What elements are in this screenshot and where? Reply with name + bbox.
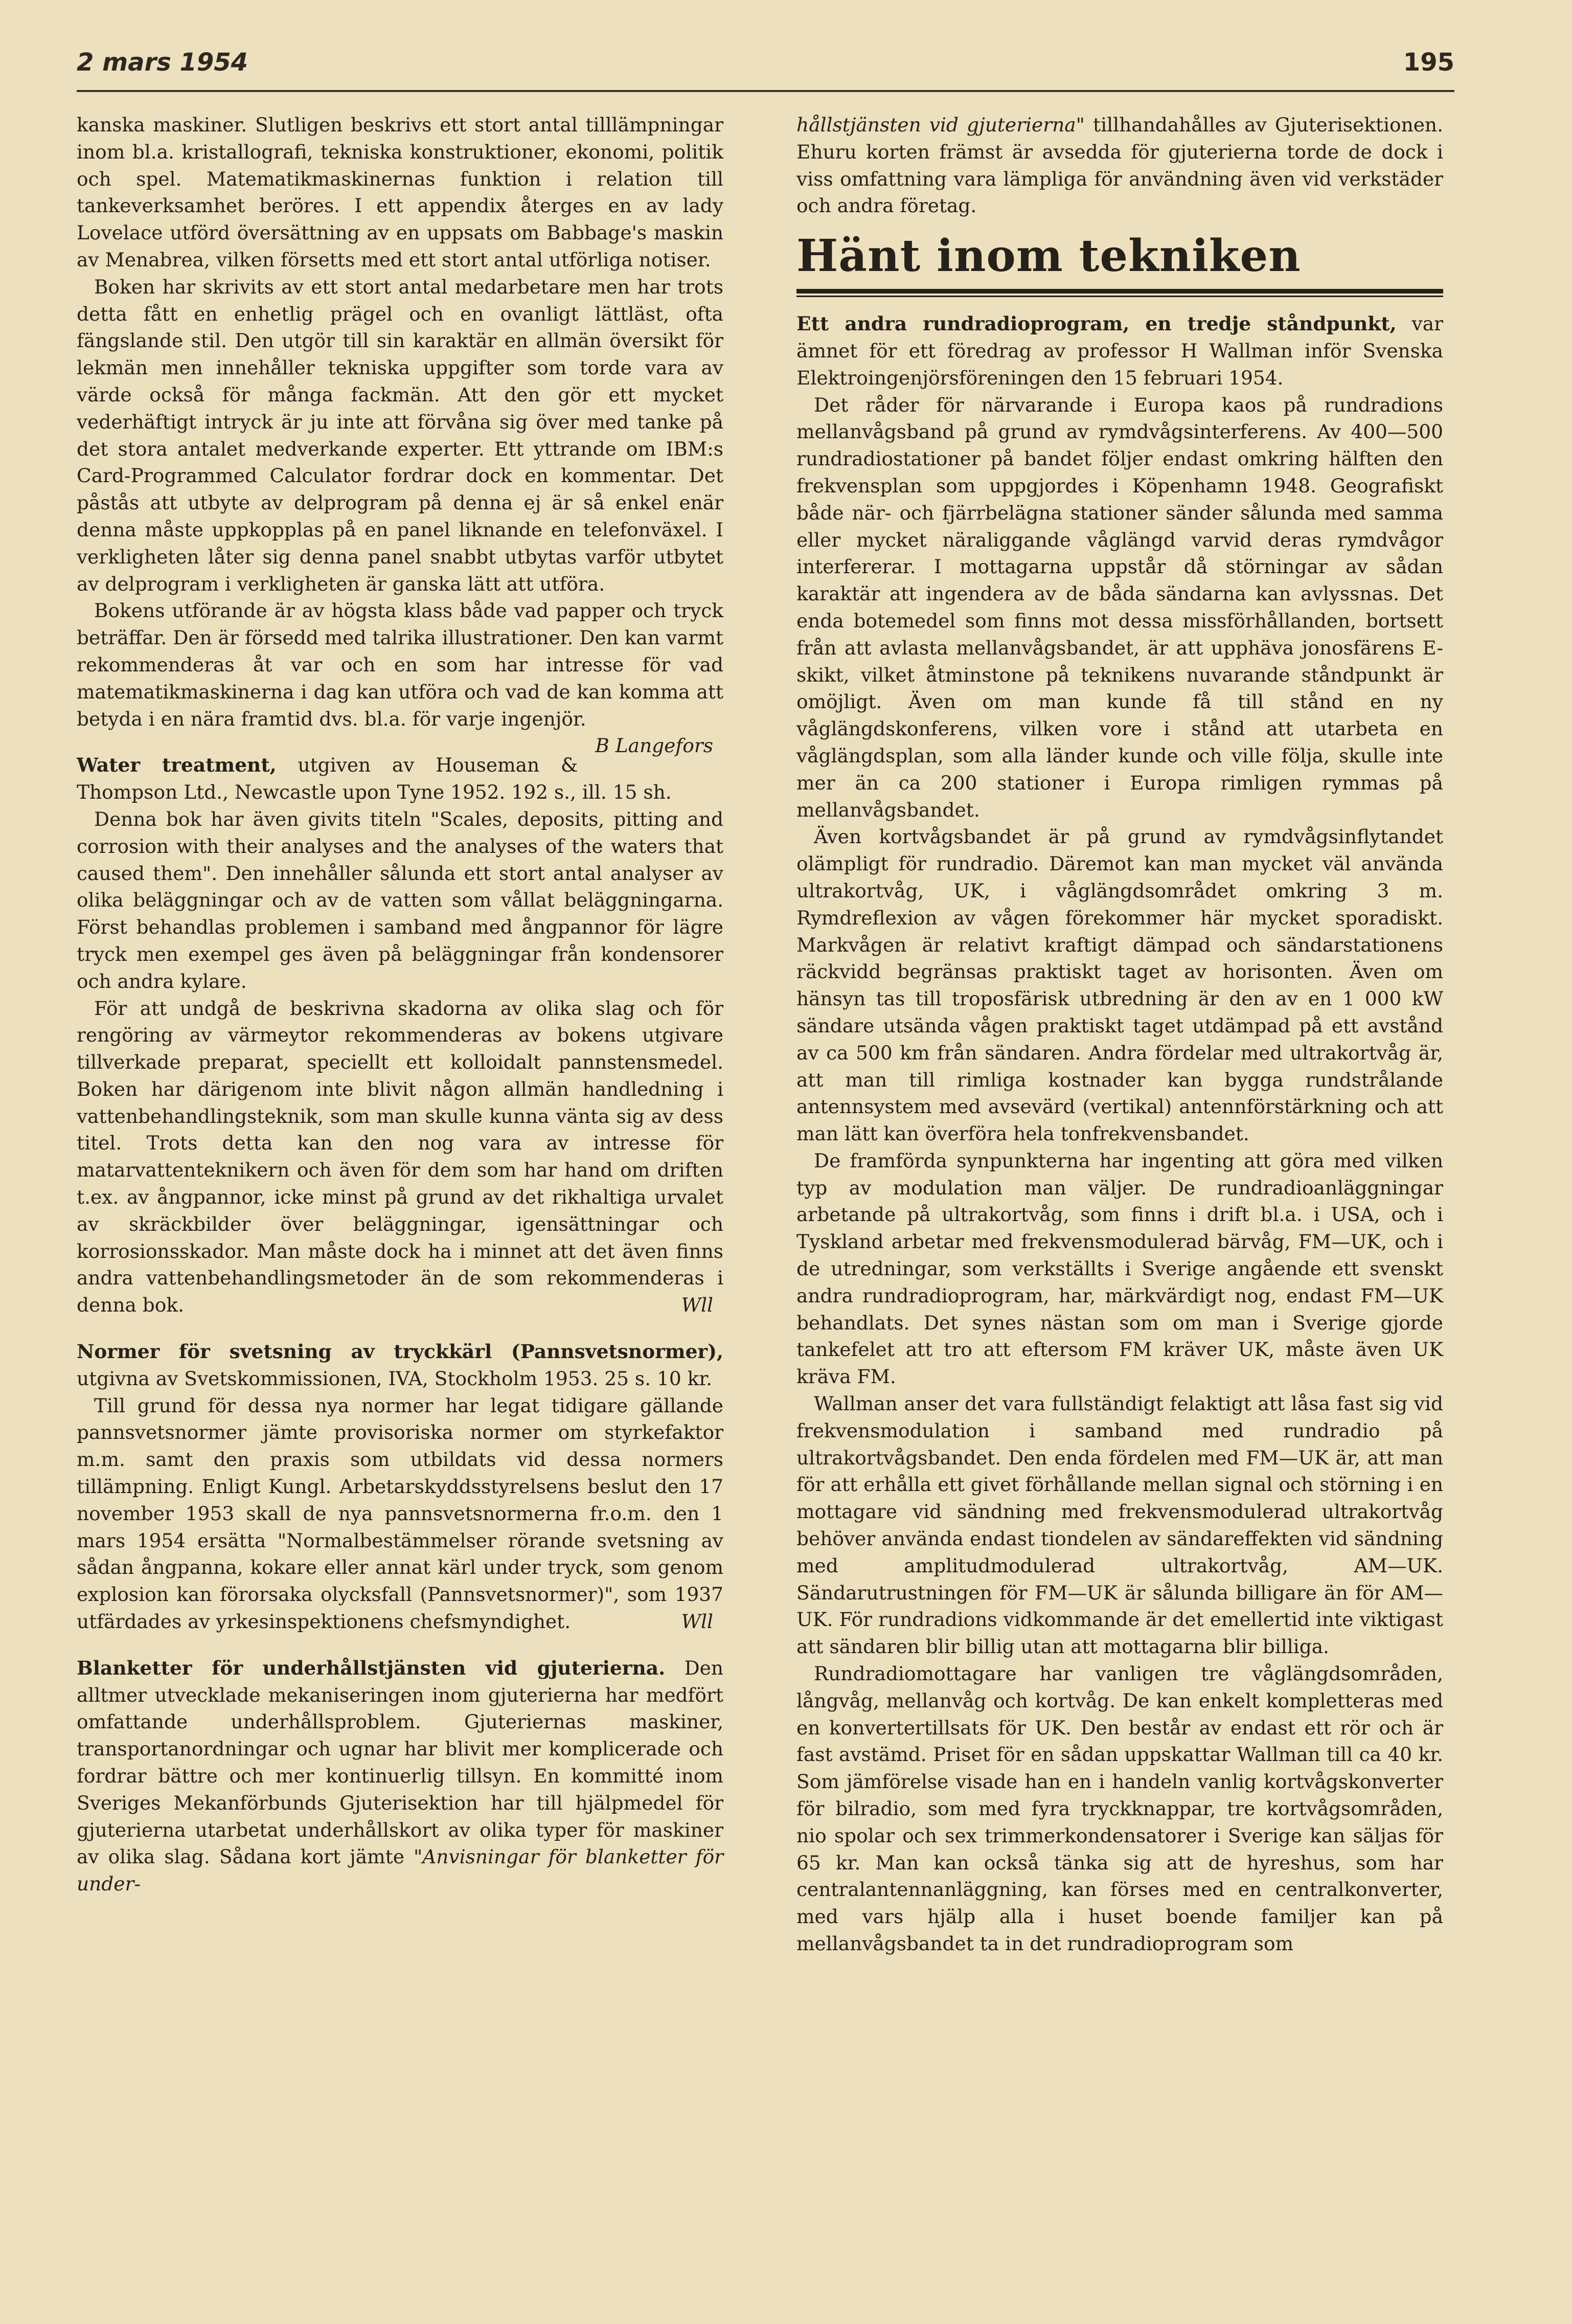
review1-signature: B Langefors	[595, 734, 713, 757]
news-paragraph-3: De framförda synpunkterna har ingenting att göra med vilken typ av modulation man väljer. De rundradioanläggningar arbetande på ultrakortvåg, som finns i drift bl.a. i USA, och i Tyskland arbetar med frekvensmodulerad bärvåg, FM—UK, och i de utredningar, som verkställts i Sverige angående ett svenskt andra rundradioprogram, har, märkvärdigt nog, endast FM—UK behandlats. Det synes nästan som om man i Sverige gjorde tankefelet att tro att eftersom FM kräver UK, måste även UK kräva FM.	[796, 1149, 1443, 1388]
section-title-rule-thin	[796, 296, 1443, 297]
news-paragraph-1: Det råder för närvarande i Europa kaos på rundradions mellanvågsband på grund av rymdvågsinterferens. Av 400—500 rundradiostationer på bandet följer endast omkring hälften den frekvensplan som uppgjordes i Köpenhamn 1948. Geografiskt både när- och fjärrbelägna stationer sänder sålunda med samma eller mycket näraliggande våglängd varvid deras rymdvågor interfererar. I mottagarna uppstår då störningar av sådan karaktär att ingendera av de båda sändarna kan avlyssnas. Det enda botemedel som finns mot dessa missförhållanden, bortsett från att avlasta mellanvågsbandet, är att upphäva jonosfärens E-skikt, vilket åtminstone på teknikens nuvarande ståndpunkt är omöjligt. Även om man kunde få till stånd en ny våglängdskonferens, vilken vore i stånd att utarbeta en våglängdsplan, som alla länder kunde och ville följa, skulle inte mer än ca 200 stationer i Europa rimligen rymmas på mellanvågsbandet.	[796, 393, 1443, 821]
review3-signature: Wll	[681, 1610, 713, 1633]
header-rule	[77, 90, 1454, 92]
section-title-rule-thick	[796, 289, 1443, 294]
review4-title: Blanketter för underhållstjänsten vid gjuterierna.	[77, 1656, 666, 1679]
review2-title: Water treatment,	[77, 754, 277, 777]
review3-meta: utgivna av Svetskommissionen, IVA, Stockholm 1953. 25 s. 10 kr.	[77, 1367, 713, 1390]
review2-meta: utgiven av Houseman & Thompson Ltd., Newcastle upon Tyne 1952. 192 s., ill. 15 sh.	[77, 754, 672, 804]
review4-paragraph	[77, 1655, 723, 1898]
review3-title: Normer för svetsning av tryckkärl (Pannsvetsnormer),	[77, 1340, 723, 1363]
news-title: Ett andra rundradioprogram, en tredje ståndpunkt,	[796, 312, 1397, 335]
left-column	[77, 111, 723, 1898]
news-paragraph-4: Wallman anser det vara fullständigt felaktigt att låsa fast sig vid frekvensmodulation i samband med rundradio på ultrakortvågsbandet. Den enda fördelen med FM—UK är, att man för att erhålla ett givet förhållande mellan signal och störning i en mottagare vid sändning med frekvensmodulerad ultrakortvåg behöver använda endast tiondelen av sändareffekten vid sändning med amplitudmodulerad ultrakortvåg, AM—UK. Sändarutrustningen för FM—UK är sålunda billigare än för AM—UK. För rundradions vidkommande är det emellertid inte viktigast att sändaren blir billig utan att mottagarna blir billiga.	[796, 1392, 1443, 1658]
page-number: 195	[1403, 48, 1454, 77]
review1-paragraph-3-text: Bokens utförande är av högsta klass både vad papper och tryck beträffar. Den är försedd med talrika illustrationer. Den kan varmt rekommenderas åt var och en som har intresse för vad matematikmaskinerna i dag kan utföra och vad de kan komma att betyda i en nära framtid dvs. bl.a. för varje ingenjör.	[77, 599, 723, 730]
review2-signature: Wll	[681, 1294, 713, 1317]
news-paragraph-5: Rundradiomottagare har vanligen tre våglängdsområden, långvåg, mellanvåg och kortvåg. De kan enkelt kompletteras med en konvertertillsats för UK. Den består av endast ett rör och är fast avstämd. Priset för en sådan uppskattar Wallman till ca 40 kr. Som jämförelse visade han en i handeln vanlig kortvågskonverter för bilradio, som med fyra tryckknappar, tre kortvågsområden, nio spolar och sex trimmerkondensatorer i Sverige kan säljas för 65 kr. Man kan också tänka sig att de hyreshus, som har centralantennanläggning, kan förses med en centralkonverter, med vars hjälp alla i huset boende familjer kan på mellanvågsbandet ta in det rundradioprogram som	[796, 1662, 1443, 1955]
review2-heading	[77, 752, 723, 806]
review1-paragraph-2: Boken har skrivits av ett stort antal medarbetare men har trots detta fått en enhetlig prägel och en ovanligt lättläst, ofta fängslande stil. Den utgör till sin karaktär en allmän översikt för lekmän men innehåller tekniska uppgifter som torde vara av värde också för många fackmän. Att den gör ett mycket vederhäftigt intryck är ju inte att förvåna sig över med tanke på det stora antalet medverkande experter. Ett yttrande om IBM:s Card-Programmed Calculator fordrar dock en kommentar. Det påstås att utbyte av delprogram på denna ej är så enkel enär denna måste uppkopplas på en panel liknande en telefonväxel. I verkligheten låter sig denna panel snabbt utbytas varför utbytet av delprogram i verkligheten är ganska lätt att utföra.	[77, 275, 723, 595]
review2-paragraph-2-text: För att undgå de beskrivna skadorna av olika slag och för rengöring av värmeytor rekommenderas av bokens utgivare tillverkade preparat, speciellt ett kolloidalt pannstensmedel. Boken har därigenom inte blivit någon allmän handledning i vattenbehandlingsteknik, som man skulle kunna vänta sig av dess titel. Trots detta kan den nog vara av intresse för matarvattenteknikern och även för dem som har hand om driften t.ex. av ångpannor, icke minst på grund av det rikhaltiga urvalet av skräckbilder över beläggningar, igensättningar och korrosionsskador. Man måste dock ha i minnet att det även finns andra vattenbehandlingsmetoder än de som rekommenderas i denna bok.	[77, 997, 723, 1317]
review4-continuation-text: tillhandahålles av Gjuterisektionen. Ehuru korten främst är avsedda för gjuterierna torde de dock i viss omfattning vara lämpliga för användning även vid verkstäder och andra företag.	[796, 114, 1443, 217]
right-column	[796, 111, 1443, 1957]
review2-paragraph-2	[77, 995, 723, 1319]
review4-continuation-italic: hållstjänsten vid gjuterierna"	[796, 114, 1085, 136]
page-header	[77, 45, 1454, 86]
review4-text: Den alltmer utvecklade mekaniseringen inom gjuterierna har medfört omfattande underhållsproblem. Gjuteriernas maskiner, transportanordningar och ugnar har blivit mer komplicerade och fordrar bättre och mer kontinuerlig tillsyn. En kommitté inom Sveriges Mekanförbunds Gjuterisektion har till hjälpmedel för gjuterierna utarbetat underhållskort av olika typer för maskiner av olika slag. Sådana kort jämte	[77, 1656, 723, 1868]
review2-paragraph-1: Denna bok har även givits titeln "Scales, deposits, pitting and corrosion with their analyses and the analyses of the waters that caused them". Den innehåller sålunda ett stort antal analyser av olika beläggningar och av de vatten som vållat beläggningarna. Först behandlas problemen i samband med ångpannor för lägre tryck men exempel ges även på beläggningar från kondensorer och andra kylare.	[77, 807, 723, 992]
news-lead-text: var ämnet för ett föredrag av professor H Wallman inför Svenska Elektroingenjörsföreningen den 15 februari 1954.	[796, 312, 1443, 389]
issue-date: 2 mars 1954	[77, 48, 248, 77]
news-lead	[796, 310, 1443, 391]
review1-paragraph-3	[77, 597, 723, 757]
review4-italic-text: "Anvisningar för blanketter för under-	[77, 1845, 723, 1896]
review3-paragraph-1-text: Till grund för dessa nya normer har legat tidigare gällande pannsvetsnormer jämte provisoriska normer om styrkefaktor m.m. samt den praxis som utbildats vid dessa normers tillämpning. Enligt Kungl. Arbetarskyddsstyrelsens beslut den 17 november 1953 skall de nya pannsvetsnormerna fr.o.m. den 1 mars 1954 ersätta "Normalbestämmelser rörande svetsning av sådan ångpanna, kokare eller annat kärl under tryck, som genom explosion kan förorsaka olycksfall (Pannsvetsnormer)", som 1937 utfärdades av yrkesinspektionens chefsmyndighet.	[77, 1394, 723, 1633]
review4-continuation	[796, 111, 1443, 219]
section-title: Hänt inom tekniken	[796, 230, 1301, 282]
news-paragraph-2: Även kortvågsbandet är på grund av rymdvågsinflytandet olämpligt för rundradio. Däremot kan man mycket väl använda ultrakortvåg, UK, i våglängdsområdet omkring 3 m. Rymdreflexion av vågen förekommer här mycket sporadiskt. Markvågen är relativt kraftigt dämpad och sändarstationens räckvidd begränsas praktiskt taget av horisonten. Även om hänsyn tas till troposfärisk utbredning är den av en 1 000 kW sändare utsända vågen praktiskt taget utdämpad på ett avstånd av ca 500 km från sändaren. Andra fördelar med ultrakortvåg är, att man till rimliga kostnader kan bygga rundstrålande antennsystem med avsevärd (vertikal) antennförstärkning och att man lätt kan överföra hela tonfrekvensbandet.	[796, 825, 1443, 1145]
review3-heading	[77, 1338, 723, 1392]
review3-paragraph-1	[77, 1392, 723, 1635]
review1-paragraph-1: kanska maskiner. Slutligen beskrivs ett stort antal tilllämpningar inom bl.a. kristallografi, tekniska konstruktioner, ekonomi, politik och spel. Matematikmaskinernas funktion i relation till tankeverksamhet beröres. I ett appendix återges en av lady Lovelace utförd översättning av en uppsats om Babbage's maskin av Menabrea, vilken försetts med ett stort antal utförliga notiser.	[77, 114, 723, 271]
